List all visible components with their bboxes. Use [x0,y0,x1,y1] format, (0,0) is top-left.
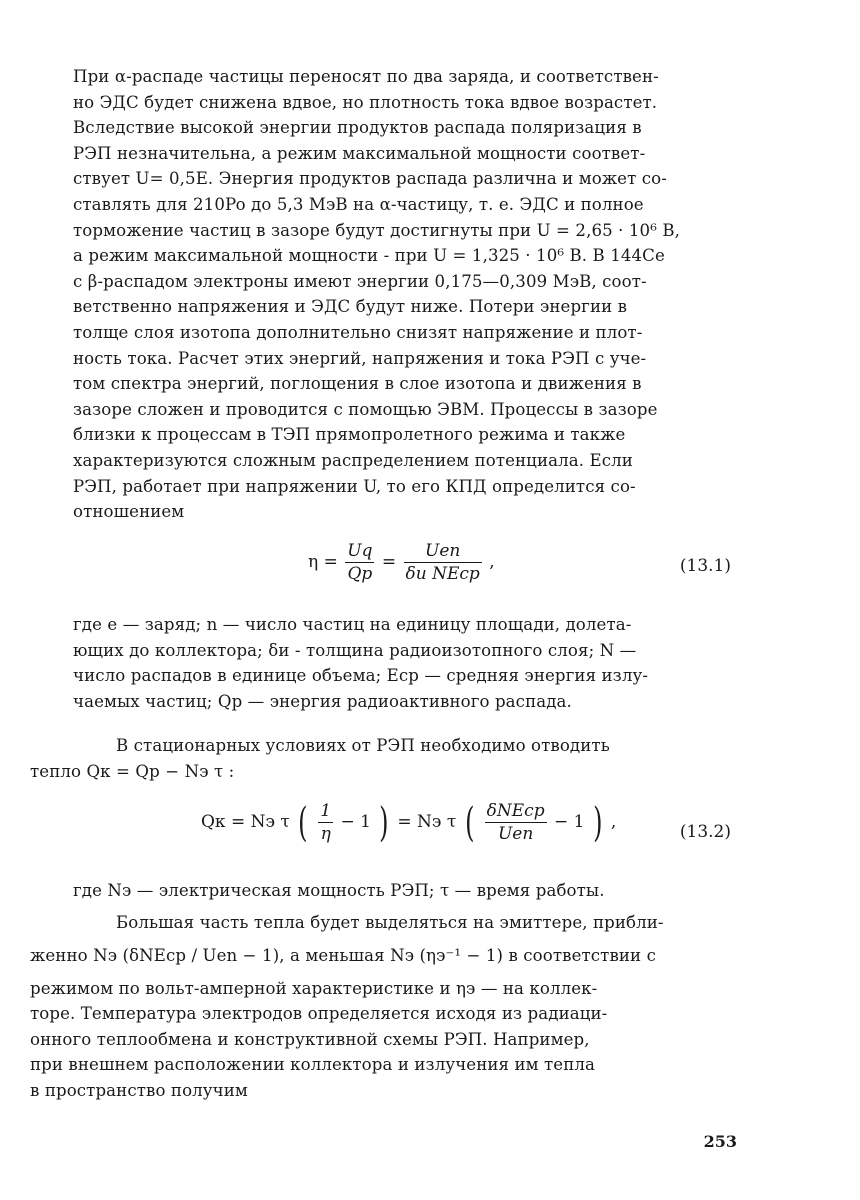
paragraph-heat-removal [30,733,737,784]
page-number: 253 [703,1132,737,1151]
eq2-tail: , [610,812,617,832]
text-line: в пространство получим [30,1080,248,1100]
text-line: ставлять для 210Po до 5,3 МэВ на α-частицу, т. е. ЭДС и полное [73,194,644,214]
eq2-frac2-denominator: Uen [497,824,534,844]
text-line: онного теплообмена и конструктивной схемы РЭП. Например, [30,1029,590,1049]
eq2-fraction-1 [318,800,333,845]
text-line: торе. Температура электродов определяется исходя из радиаци- [30,1004,608,1024]
text-line: РЭП незначительна, а режим максимальной мощности соответ- [73,143,646,163]
eq2-fraction-2 [485,800,547,845]
eq1-frac2-numerator: Uen [404,540,482,563]
text-line: характеризуются сложным распределением потенциала. Если [73,450,633,470]
eq1-fraction-1 [345,540,374,585]
equation-number: (13.2) [679,822,731,842]
text-line: Большая часть тепла будет выделяться на эмиттере, прибли- [116,913,664,932]
eq2-frac1-numerator: 1 [320,801,332,821]
text-line: число распадов в единице объема; Eср — средняя энергия излу- [73,666,649,686]
text-line: ность тока. Расчет этих энергий, напряжения и тока РЭП с уче- [73,348,647,368]
eq2-lhs: Qк = Nэ τ [201,812,290,832]
text-line: том спектра энергий, поглощения в слое изотопа и движения в [73,374,642,394]
text-line: женно Nэ (δNEср / Uen − 1), а меньшая Nэ (ηэ⁻¹ − 1) в соответствии с [30,945,656,965]
text-line: режимом по вольт-амперной характеристике и ηэ — на коллек- [30,978,598,998]
paragraph-power-definition [73,878,737,904]
right-paren: ) [379,799,389,846]
eq1-lhs: η = [308,552,338,572]
text-line: где e — заряд; n — число частиц на единицу площади, долета- [73,615,632,634]
text-line: с β-распадом электроны имеют энергии 0,175—0,309 МэВ, соот- [73,271,647,291]
text-line: В стационарных условиях от РЭП необходимо отводить [116,736,610,755]
eq1-equals: = [381,552,397,572]
equation-13-1 [73,540,737,600]
paragraph-alpha-decay [73,64,737,525]
left-paren: ( [298,799,308,846]
eq2-equals: = Nэ τ [397,812,457,832]
right-paren: ) [592,799,603,846]
text-line: ветственно напряжения и ЭДС будут ниже. Потери энергии в [73,297,628,317]
paragraph-definitions [73,612,737,714]
eq1-frac1-denominator: Qр [347,564,373,584]
text-line: чаемых частиц; Qр — энергия радиоактивного распада. [73,691,572,711]
efficiency-formula [308,540,495,585]
text-line: При α-распаде частицы переносят по два заряда, и соответствен- [73,67,659,86]
eq1-tail: , [489,552,495,572]
text-line: а режим максимальной мощности - при U = 1,325 · 10⁶ В. В 144Ce [73,246,665,266]
heat-formula [201,800,616,845]
text-line: близки к процессам в ТЭП прямопролетного режима и также [73,425,626,445]
left-paren: ( [464,799,475,846]
eq2-minus-2: − 1 [554,812,585,832]
text-line: ющих до коллектора; δи - толщина радиоизотопного слоя; N — [73,640,637,660]
eq1-frac2-denominator: δи NEср [405,564,480,584]
eq2-minus-1: − 1 [340,812,371,832]
text-line: при внешнем расположении коллектора и излучения им тепла [30,1055,595,1075]
eq1-frac1-numerator: Uq [347,541,373,561]
paragraph-emitter-heat [30,910,737,1104]
text-line: отношением [73,502,185,522]
text-line: где Nэ — электрическая мощность РЭП; τ — время работы. [73,881,605,900]
text-line: РЭП, работает при напряжении U, то его КПД определится со- [73,476,636,496]
text-line: тепло Qк = Qр − Nэ τ : [30,761,235,781]
equation-number: (13.1) [679,556,731,576]
eq1-fraction-2 [404,540,482,585]
text-line: торможение частиц в зазоре будут достигнуты при U = 2,65 · 10⁶ В, [73,220,680,240]
eq2-frac2-numerator: δNEср [486,801,545,821]
text-line: ствует U= 0,5E. Энергия продуктов распада различна и может со- [73,169,667,189]
text-line: Вследствие высокой энергии продуктов распада поляризация в [73,118,642,138]
text-line: но ЭДС будет снижена вдвое, но плотность тока вдвое возрастет. [73,92,658,112]
eq2-frac1-denominator: η [320,824,331,844]
text-line: зазоре сложен и проводится с помощью ЭВМ. Процессы в зазоре [73,399,658,419]
text-line: толще слоя изотопа дополнительно снизят напряжение и плот- [73,322,643,342]
equation-13-2 [73,800,737,866]
